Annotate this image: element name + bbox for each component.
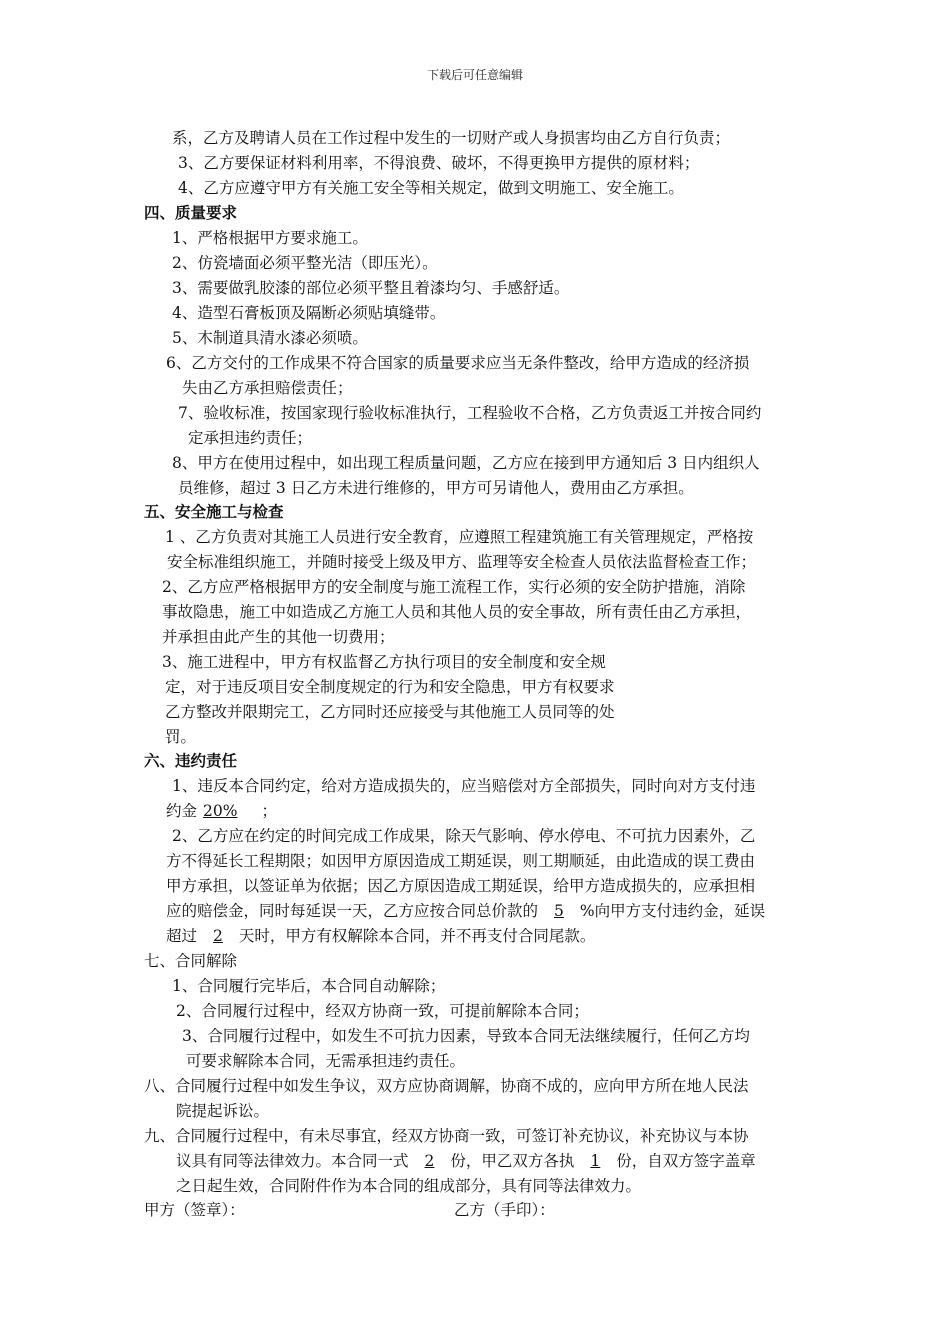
text-line: 九、合同履行过程中，有未尽事宜，经双方协商一致，可签订补充协议，补充协议与本协	[144, 1127, 749, 1145]
text-line: 八、合同履行过程中如发生争议，双方应协商调解，协商不成的，应向甲方所在地人民法	[144, 1077, 749, 1095]
text-line: 约金 20% ；	[166, 802, 277, 820]
text-line: 甲方承担，以签证单为依据；因乙方原因造成工期延误，给甲方造成损失的，应承担相	[166, 877, 756, 895]
text-line: 乙方整改并限期完工，乙方同时还应接受与其他施工人员同等的处	[165, 703, 615, 721]
text-line: 2、乙方应在约定的时间完成工作成果，除天气影响、停水停电、不可抗力因素外，乙	[172, 827, 756, 845]
text-line: 1、违反本合同约定，给对方造成损失的，应当赔偿对方全部损失，同时向对方支付违	[172, 777, 756, 795]
text-line: 事故隐患，施工中如造成乙方施工人员和其他人员的安全事故，所有责任由乙方承担，	[162, 603, 752, 621]
text-line: 4、造型石膏板顶及隔断必须贴填缝带。	[172, 304, 446, 322]
section-heading: 七、合同解除	[144, 952, 238, 970]
text-line: 可要求解除本合同，无需承担违约责任。	[186, 1052, 466, 1070]
section-heading: 四、质量要求	[144, 204, 238, 222]
text-line: 1、严格根据甲方要求施工。	[172, 229, 368, 247]
text-line: 院提起诉讼。	[176, 1102, 270, 1120]
text-line: 并承担由此产生的其他一切费用；	[162, 628, 395, 646]
text-line: 定承担违约责任；	[188, 429, 313, 447]
text-line: 议具有同等法律效力。本合同一式 2 份，甲乙双方各执 1 份，自双方签字盖章	[176, 1152, 756, 1170]
text-line: 8、甲方在使用过程中，如出现工程质量问题，乙方应在接到甲方通知后 3 日内组织人	[172, 454, 760, 472]
text-line: 之日起生效，合同附件作为本合同的组成部分，具有同等法律效力。	[176, 1177, 642, 1195]
text-line: 罚。	[165, 728, 197, 746]
text-line: 定，对于违反项目安全制度规定的行为和安全隐患，甲方有权要求	[165, 678, 615, 696]
text-line: 1、合同履行完毕后，本合同自动解除；	[172, 977, 446, 995]
text-line: 1 、乙方负责对其施工人员进行安全教育，应遵照工程建筑施工有关管理规定，严格按	[165, 528, 754, 546]
text-line: 3、需要做乳胶漆的部位必须平整且着漆均匀、手感舒适。	[172, 279, 570, 297]
text-line: 员维修，超过 3 日乙方未进行维修的，甲方可另请他人，费用由乙方承担。	[178, 479, 694, 497]
section-heading: 六、违约责任	[144, 752, 238, 770]
text-line: 超过 2 天时，甲方有权解除本合同，并不再支付合同尾款。	[166, 927, 596, 945]
text-line: 系，乙方及聘请人员在工作过程中发生的一切财产或人身损害均由乙方自行负责；	[172, 129, 731, 147]
text-line: 安全标准组织施工，并随时接受上级及甲方、监理等安全检查人员依法监督检查工作；	[167, 553, 757, 571]
text-line: 4、乙方应遵守甲方有关施工安全等相关规定，做到文明施工、安全施工。	[178, 179, 684, 197]
text-line: 3、乙方要保证材料利用率，不得浪费、破坏，不得更换甲方提供的原材料；	[178, 154, 700, 172]
text-line: 方不得延长工程期限；如因甲方原因造成工期延误，则工期顺延，由此造成的误工费由	[166, 852, 756, 870]
delay-days-blank: 2	[213, 927, 223, 945]
text-line: 2、乙方应严格根据甲方的安全制度与施工流程工作，实行必须的安全防护措施，消除	[162, 578, 746, 596]
text-line: 2、合同履行过程中，经双方协商一致，可提前解除本合同；	[176, 1002, 589, 1020]
daily-penalty-blank: 5	[554, 902, 564, 920]
section-heading: 五、安全施工与检查	[144, 503, 284, 521]
text-line: 应的赔偿金，同时每延误一天，乙方应按合同总价款的 5 %向甲方支付违约金，延误	[166, 902, 766, 920]
party-b-signature-label: 乙方（手印）：	[454, 1201, 555, 1219]
penalty-rate-blank: 20%	[203, 802, 238, 820]
text-line: 2、仿瓷墙面必须平整光洁（即压光）。	[172, 254, 438, 272]
text-line: 3、施工进程中，甲方有权监督乙方执行项目的安全制度和安全规	[162, 653, 606, 671]
text-line: 失由乙方承担赔偿责任；	[182, 379, 353, 397]
each-copies-blank: 1	[590, 1152, 601, 1170]
text-line: 7、验收标准，按国家现行验收标准执行，工程验收不合格，乙方负责返工并按合同约	[178, 404, 762, 422]
text-line: 5、木制道具清水漆必须喷。	[172, 329, 368, 347]
copies-blank: 2	[424, 1152, 435, 1170]
page-header: 下载后可任意编辑	[426, 68, 523, 82]
text-line: 6、乙方交付的工作成果不符合国家的质量要求应当无条件整改，给甲方造成的经济损	[166, 354, 750, 372]
party-a-signature-label: 甲方（签章）：	[144, 1201, 245, 1219]
text-line: 3、合同履行过程中，如发生不可抗力因素，导致本合同无法继续履行，任何乙方均	[182, 1027, 750, 1045]
